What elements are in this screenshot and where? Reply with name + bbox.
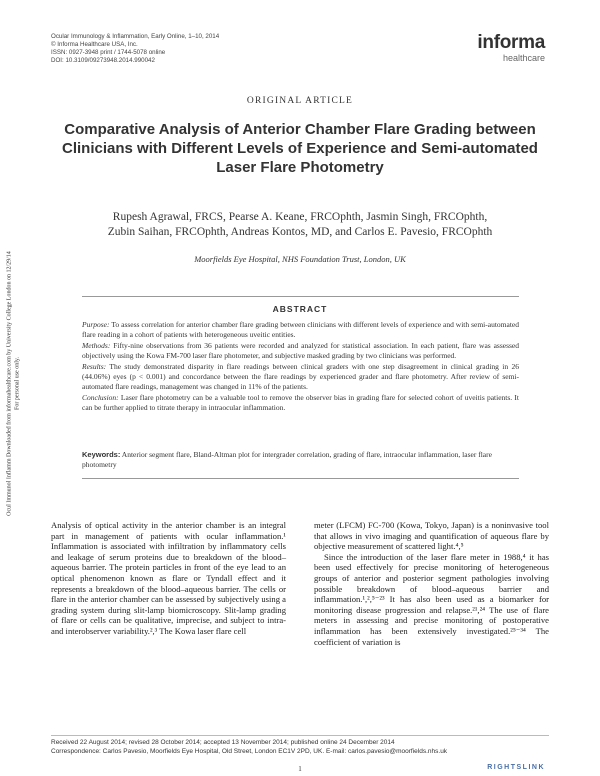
copyright-line: © Informa Healthcare USA, Inc. [51, 41, 138, 48]
page-number: 1 [298, 765, 302, 773]
methods-label: Methods: [82, 341, 111, 351]
download-watermark [7, 234, 22, 534]
author-list [60, 210, 540, 240]
body-column-right [314, 520, 549, 647]
doi-line: DOI: 10.3109/09273948.2014.990042 [51, 57, 155, 64]
rightslink-logo[interactable]: RIGHTSLINK [487, 764, 545, 771]
affiliation: Moorfields Eye Hospital, NHS Foundation Trust, London, UK [194, 254, 406, 264]
received-dates: Received 22 August 2014; revised 28 October 2014; accepted 13 November 2014; published online 24 December 2014 [51, 739, 395, 746]
footer-rule [51, 735, 549, 736]
conclusion-text: Laser flare photometry can be a valuable tool to remove the observer bias in grading flare for selected cohort of uveitis patients. It can be further applied to titrate therapy in intraocular inflammation. [82, 393, 519, 412]
footnote [51, 739, 447, 756]
journal-citation: Ocular Immunology & Inflammation, Early Online, 1–10, 2014 [51, 33, 220, 40]
abstract-bottom-rule [82, 478, 519, 479]
purpose-label: Purpose: [82, 320, 110, 329]
authors-line-2: Zubin Saihan, FRCOphth, Andreas Kontos, MD, and Carlos E. Pavesio, FRCOphth [107, 226, 493, 238]
body-paragraph: Since the introduction of the laser flare meter in 1988,⁴ it has been used effectively for precise monitoring of heterogeneous groups of anterior and posterior segment pathologies involving possible breakdown of blood–aqueous barrier and inflammation.¹,²,⁵⁻²³ It has also been used as a biomarker for monitoring disease progression and relapse.²¹,²⁴ The use of flare meters in assessing and precise monitoring of postoperative inflammation has been extensively investigated.²⁵⁻³⁴ The coefficient of variation is [314, 551, 549, 647]
purpose-text: To assess correlation for anterior chamber flare grading between clinicians with different levels of experience and with semi-automated flare reading in a cohort of patients with heterogeneous uveitic entities. [82, 320, 519, 339]
logo-sub: healthcare [502, 53, 545, 63]
correspondence: Correspondence: Carlos Pavesio, Moorfields Eye Hospital, Old Street, London EC1V 2PD, UK. E-mail: carlos.pavesio@moorfields.nhs.uk [51, 747, 448, 755]
abstract-purpose [82, 320, 519, 339]
issn-line: ISSN: 0927-3948 print / 1744-5078 online [51, 49, 166, 56]
section-label: ORIGINAL ARTICLE [246, 96, 354, 106]
abstract-heading: ABSTRACT [272, 304, 328, 314]
authors-line-1: Rupesh Agrawal, FRCS, Pearse A. Keane, FRCOphth, Jasmin Singh, FRCOphth, [112, 211, 488, 223]
conclusion-label: Conclusion: [82, 393, 119, 403]
keywords-text: Anterior segment flare, Bland-Altman plot for intergrader correlation, grading of flare, intraocular inflammation, laser flare photometry [82, 450, 492, 469]
logo-brand: informa [477, 32, 545, 53]
abstract-conclusion [82, 393, 519, 412]
abstract-methods [82, 341, 519, 360]
body-paragraph: Analysis of optical activity in the anterior chamber is an integral part in management of patients with ocular inflammation.¹ Inflammation is associated with infiltration by inflammatory cells and leakage of serum proteins due to breakdown of the blood–aqueous barrier. The protein particles in front of the eye lead to an optical phenomenon known as flare or Tyndall effect and it represents a breakdown of the blood–aqueous barrier. The cells or flare in the anterior chamber can be assessed by subjectively using a grading system during slit-lamp biomicroscopy. Slit-lamp grading of flare or cells can be qualitative, imprecise, and subject to intra- and interobserver variability.²,³ The Kowa laser flare cell [51, 520, 286, 636]
results-label: Results: [82, 362, 107, 372]
abstract-results [82, 362, 519, 391]
abstract-body [82, 320, 519, 414]
results-text: The study demonstrated disparity in flare readings between clinical graders with one step disagreement in clinical grading in 26 (44.06%) eyes (p < 0.001) and concordance between the flare readings by experienced grader and flare photometry. After review of semi-automated flare readings, management was changed in 11% of the patients. [82, 362, 519, 391]
watermark-line-1: Ocul Immunol Inflamm Downloaded from informahealthcare.com by University College London on 12/29/14 [6, 251, 13, 516]
body-column-left [51, 520, 286, 637]
keywords-label: Keywords: [82, 450, 121, 459]
keywords [82, 450, 519, 469]
watermark-line-2: For personal use only. [14, 357, 20, 410]
journal-header [51, 33, 219, 65]
publisher-logo [477, 33, 545, 63]
article-title: Comparative Analysis of Anterior Chamber Flare Grading between Clinicians with Different Levels of Experience and Semi-automated Laser Flare Photometry [62, 121, 538, 176]
body-paragraph: meter (LFCM) FC-700 (Kowa, Tokyo, Japan) is a noninvasive tool that allows in vivo imaging and quantification of aqueous flare by objective measurement of scattered light.⁴,⁵ [314, 520, 549, 552]
abstract-top-rule [82, 296, 519, 297]
methods-text: Fifty-nine observations from 36 patients were recorded and analyzed for statistical association. In each patient, flare was assessed objectively using the Kowa FM-700 laser flare photometer, and subjective masked grading by two clinicians was performed. [82, 341, 519, 360]
